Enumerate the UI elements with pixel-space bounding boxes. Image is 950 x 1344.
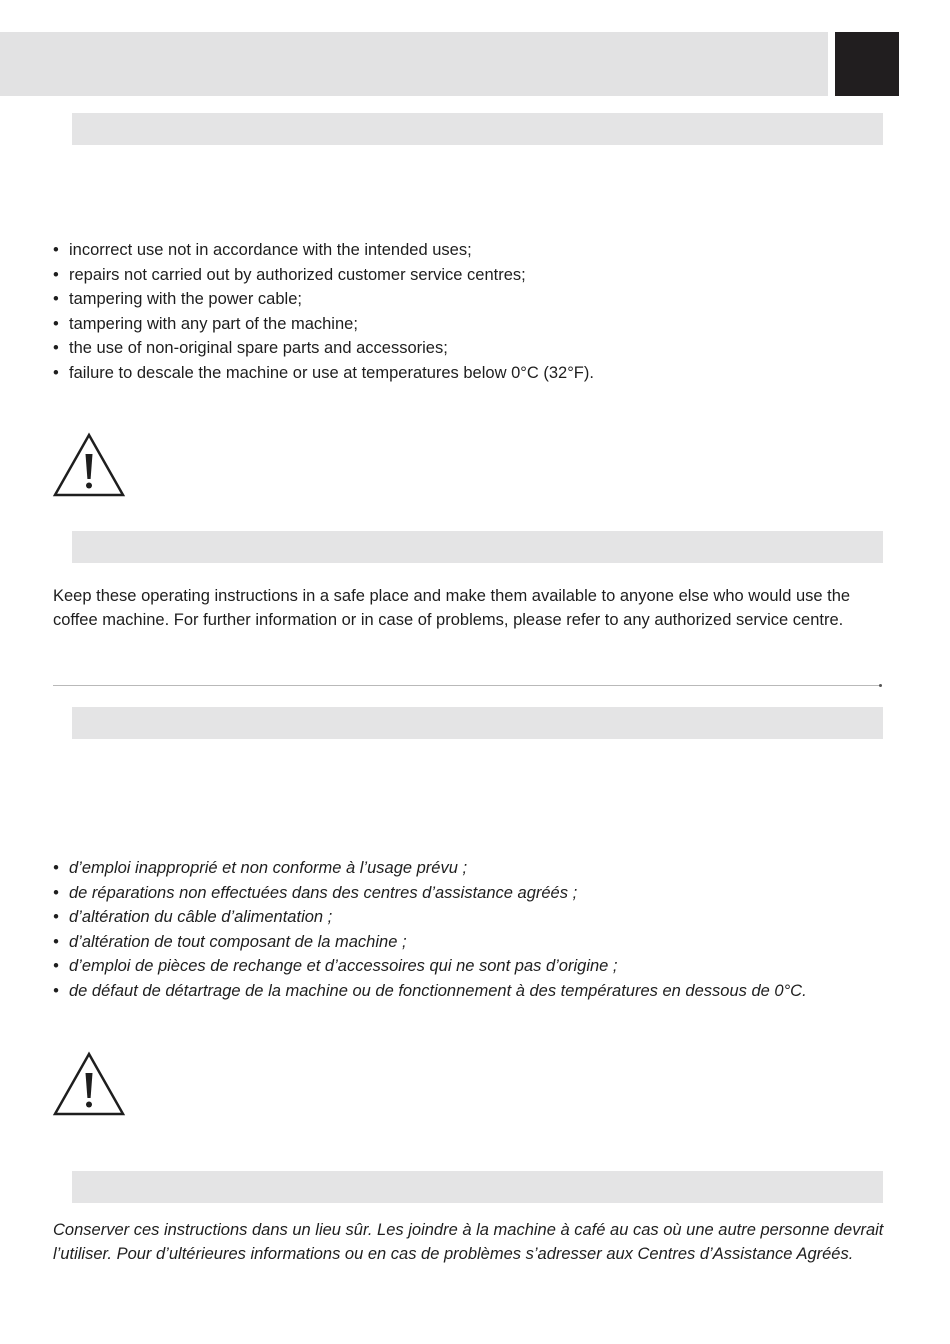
warning-triangle-icon xyxy=(52,1051,126,1117)
section-heading-bar-fr xyxy=(72,707,883,739)
list-item: • tampering with any part of the machine; xyxy=(53,312,594,337)
list-item: • incorrect use not in accordance with the intended uses; xyxy=(53,238,594,263)
list-item: • failure to descale the machine or use at temperatures below 0°C (32°F). xyxy=(53,361,594,386)
keep-instructions-text-en: Keep these operating instructions in a safe place and make them available to anyone else who would use the coffee machine. For further information or in case of problems, please refer to any authorized service centre. xyxy=(53,587,851,629)
exclusion-list-en xyxy=(53,238,594,385)
list-item: • d’altération de tout composant de la machine ; xyxy=(53,930,807,955)
exclusion-list-fr xyxy=(53,856,807,1003)
language-tab-marker xyxy=(835,32,899,96)
list-item: • tampering with the power cable; xyxy=(53,287,594,312)
list-item: • d’emploi de pièces de rechange et d’accessoires qui ne sont pas d’origine ; xyxy=(53,954,807,979)
list-item: • repairs not carried out by authorized customer service centres; xyxy=(53,263,594,288)
list-item: • de réparations non effectuées dans des centres d’assistance agréés ; xyxy=(53,881,807,906)
warning-triangle-icon xyxy=(52,432,126,498)
list-item: • d’altération du câble d’alimentation ; xyxy=(53,905,807,930)
divider-dot xyxy=(879,684,882,687)
list-item: • de défaut de détartrage de la machine ou de fonctionnement à des températures en dessous de 0°C. xyxy=(53,979,807,1004)
list-item: • d’emploi inapproprié et non conforme à l’usage prévu ; xyxy=(53,856,807,881)
header-band xyxy=(0,32,828,96)
language-divider xyxy=(53,685,881,686)
keep-instructions-text-fr: Conserver ces instructions dans un lieu sûr. Les joindre à la machine à café au cas où une autre personne devrait l’utiliser. Pour d’ultérieures informations ou en cas de problèmes s’adresser aux Centres d’Assistance Agréés. xyxy=(53,1221,884,1263)
section-heading-bar-fr-2 xyxy=(72,1171,883,1203)
list-item: • the use of non-original spare parts and accessories; xyxy=(53,336,594,361)
section-heading-bar-en xyxy=(72,113,883,145)
section-heading-bar-en-2 xyxy=(72,531,883,563)
